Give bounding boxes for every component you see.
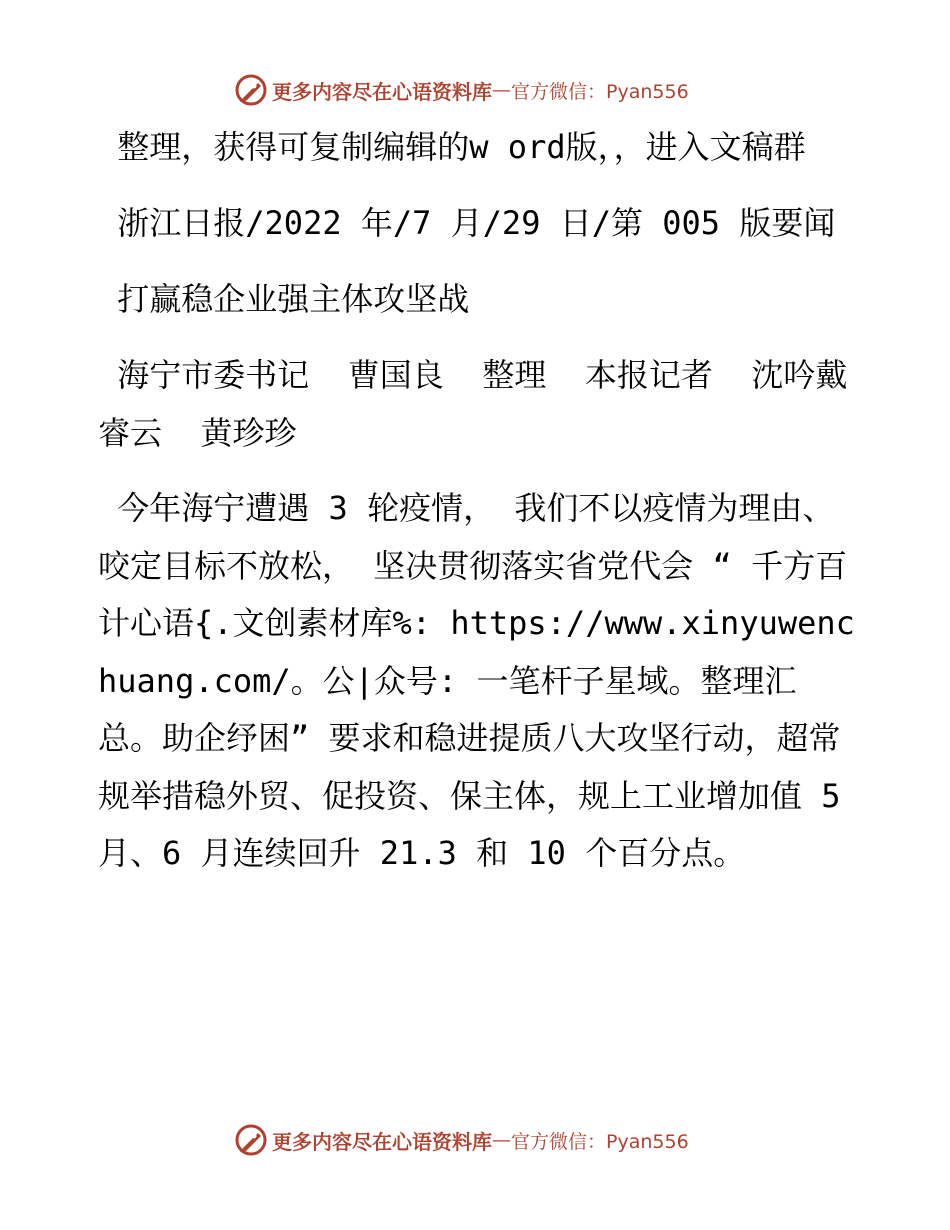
header-banner	[234, 72, 734, 108]
banner-wechat: 官方微信：Pyan556	[511, 80, 689, 103]
article-title: 打赢稳企业强主体攻坚战	[98, 280, 470, 318]
document-body	[98, 118, 858, 901]
pen-logo-icon	[234, 1123, 268, 1157]
pen-logo-icon	[234, 73, 268, 107]
banner-separator: —	[492, 79, 511, 101]
banner-title: 更多内容尽在心语资料库	[272, 79, 492, 104]
banner-separator: —	[492, 1129, 511, 1151]
article-body: 今年海宁遭遇 3 轮疫情， 我们不以疫情为理由、 咬定目标不放松， 坚决贯彻落实省党代会 “ 千方百计心语{.文创素材库%: https://www.xinyuwenchuang.com/。公|众号: 一笔杆子星域。整理汇总。助企纾困” 要求和稳进提质八大攻坚行动，超常规举措稳外贸、促投资、保主体，规上工业增加值 5 月、6 月连续回升 21.3 和 10 个百分点。	[98, 489, 860, 872]
footer-banner	[234, 1122, 734, 1158]
intro-paragraph: 整理，获得可复制编辑的w ord版，，进入文稿群	[98, 128, 806, 166]
byline: 海宁市委书记 曹国良 整理 本报记者 沈吟戴睿云 黄珍珍	[98, 356, 848, 452]
source-line: 浙江日报/2022 年/7 月/29 日/第 005 版要闻	[98, 204, 836, 242]
banner-title: 更多内容尽在心语资料库	[272, 1129, 492, 1154]
banner-wechat: 官方微信：Pyan556	[511, 1130, 689, 1153]
